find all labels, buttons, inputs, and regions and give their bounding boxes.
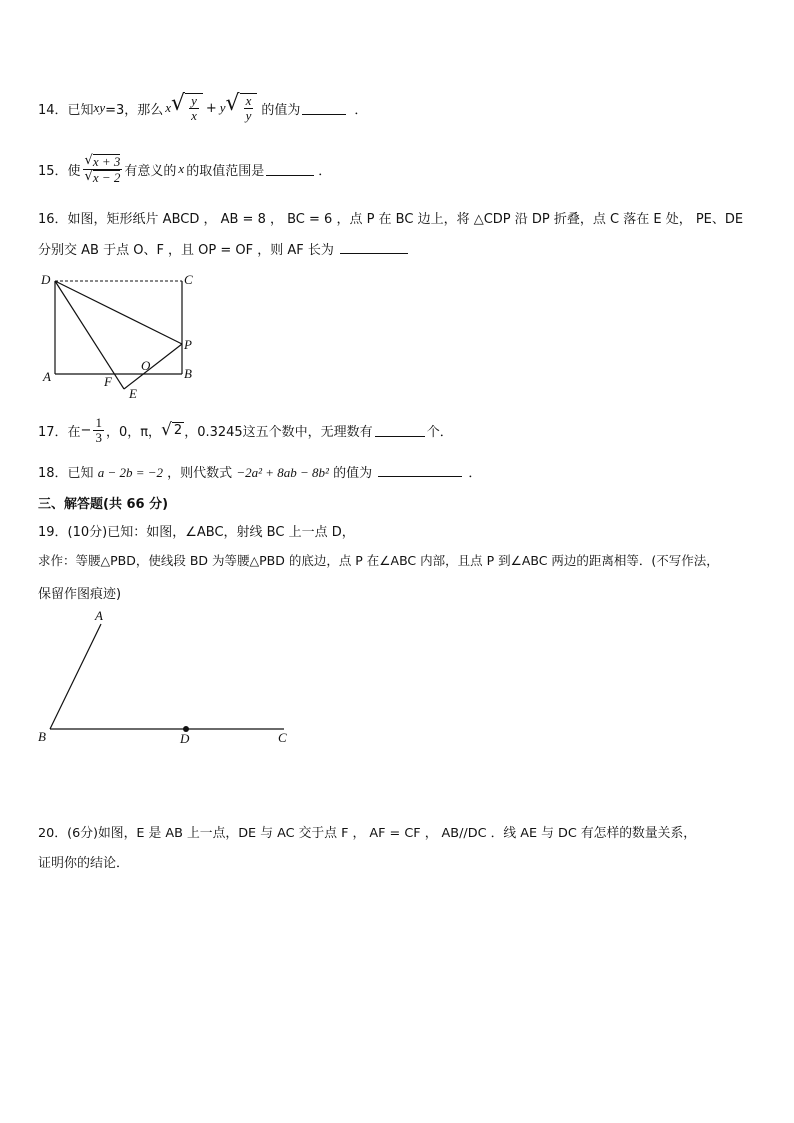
q17-frac-num: 1 [95,414,102,430]
q18-answer-blank[interactable] [378,464,462,477]
q15-mid: 有意义的 [124,163,177,179]
q14-end: ． [354,102,368,118]
q18-number: 18．已知 [38,466,94,481]
q14-frac2-num: x [245,93,252,109]
fig19-label-D: D [180,731,190,746]
q15-fraction: √ x + 3 √ x − 2 [84,153,121,185]
q17-tail: ，0.3245这五个数中，无理数有 [184,424,373,440]
q18-end: ． [468,466,482,481]
q17-number: 17．在 [38,424,81,440]
fig16-label-D: D [41,272,51,287]
q15-var: x [178,161,185,176]
question-17 [38,408,453,452]
q17-fraction [93,416,104,444]
fig16-label-E: E [129,386,137,401]
q14-frac1-den: x [191,108,197,123]
q14-answer-blank[interactable] [302,102,346,115]
q14-frac1-num: y [191,93,197,109]
q14-tail: 的值为 [261,102,301,118]
fig16-segment-DE [55,281,124,389]
q17-minus: − [80,422,92,438]
question-20-line-1: 20．(6分)如图，E 是 AB 上一点，DE 与 AC 交于点 F ， AF = CF ， AB//DC ．线 AE 与 DC 有怎样的数量关系， [38,826,697,841]
fig16-label-B: B [184,366,192,381]
fig16-label-F: F [104,374,112,389]
question-19-line-3: 保留作图痕迹) [38,587,122,602]
q14-plus: + [205,100,217,116]
q15-answer-blank[interactable] [266,163,314,176]
q15-number: 15．使 [38,163,81,179]
fig16-label-C: C [184,272,193,287]
q14-frac2-den: y [245,108,252,123]
q14-sqrt-2: √ $\frac{x}{y}$ [226,93,258,122]
question-19-line-1: 19．(10分)已知：如图，∠ABC，射线 BC 上一点 D， [38,525,355,540]
fig19-label-B: B [38,729,46,744]
question-18 [38,462,481,481]
q18-tail: 的值为 [333,466,373,481]
fig16-label-P: P [184,337,192,352]
q17-list: ，0，π， [105,424,162,440]
q14-y: y [219,100,226,115]
q16-line2-text: 分别交 AB 于点 O、F ，且 OP = OF ，则 AF 长为 [38,243,334,258]
q17-sqrt: √ 2 [161,419,183,440]
q16-answer-blank[interactable] [340,241,408,254]
fig19-label-C: C [278,730,287,745]
q17-end: 个． [426,424,453,440]
fig16-label-O: O [141,358,151,373]
q16-rectangle-figure [38,268,208,404]
q15-numerator: x + 3 [92,153,121,169]
question-19-line-2: 求作：等腰△PBD，使线段 BD 为等腰△PBD 的底边，点 P 在∠ABC 内部，且点 P 到∠ABC 两边的距离相等．(不写作法， [38,553,719,568]
question-15 [38,148,331,190]
q14-sqrt-1: √ $\frac{y}{x}$ [171,93,203,122]
q14-number: 14．已知 [38,102,94,118]
q14-x: x [165,100,172,115]
q14-condition: xy [93,100,106,115]
question-20-line-2: 证明你的结论． [38,856,130,871]
q18-condition: a − 2b = −2 [97,465,164,480]
q15-end: ． [318,163,332,179]
section-3-heading: 三、解答题(共 66 分) [38,497,169,512]
fig19-ray-BA [50,624,101,729]
q19-angle-figure [34,606,304,746]
q15-denominator: x − 2 [92,169,121,185]
q17-frac-den: 3 [95,429,102,445]
q14-condition-eq: =3，那么 [105,102,164,118]
fig16-segment-PE [124,344,182,389]
q18-mid: ，则代数式 [167,466,233,481]
question-16-line-1: 16．如图，矩形纸片 ABCD ， AB = 8 ， BC = 6 ，点 P 在 BC 边上，将 △CDP 沿 DP 折叠，点 C 落在 E 处， PE、DE [38,212,744,227]
fig19-label-A: A [95,608,103,623]
fig16-label-A: A [43,369,51,384]
q18-expression: −2a² + 8ab − 8b² [236,465,329,480]
q17-sqrt-value: 2 [173,423,183,438]
q15-tail: 的取值范围是 [186,163,265,179]
q17-answer-blank[interactable] [375,424,425,437]
question-14 [38,86,367,130]
fig16-segment-DP [55,281,182,344]
question-16-line-2 [38,239,408,258]
